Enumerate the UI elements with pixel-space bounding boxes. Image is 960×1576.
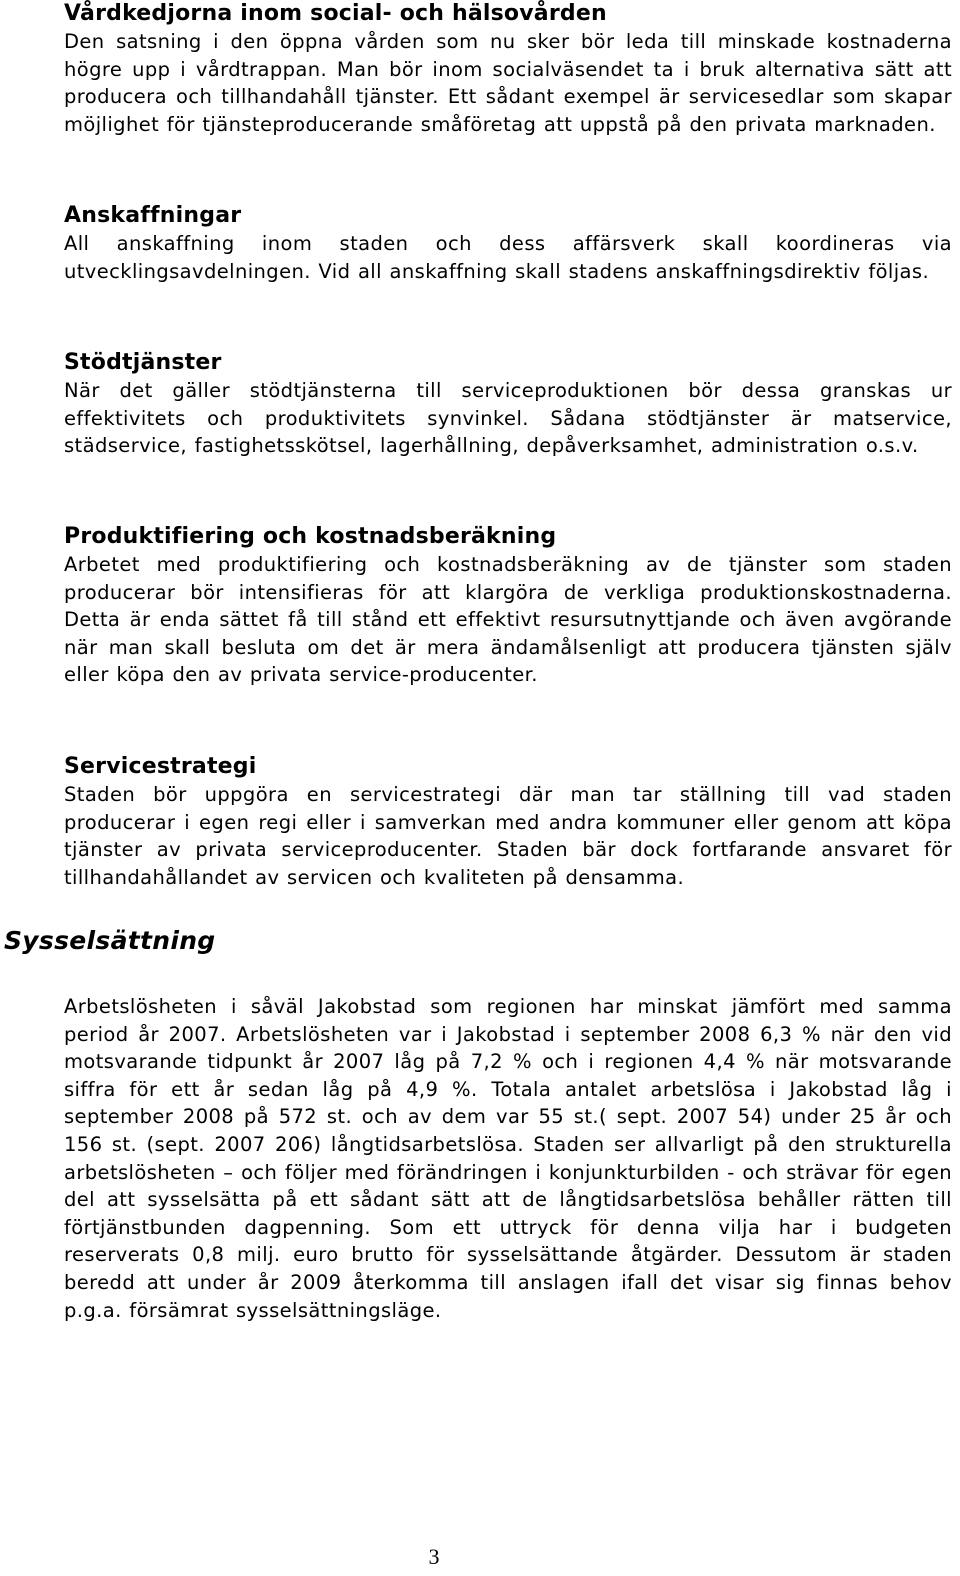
section-body: Staden bör uppgöra en servicestrategi där man tar ställning till vad staden producerar i egen regi eller i samverkan med andra kommuner eller genom att köpa tjänster av privata serviceproducenter. Staden bär dock fortfarande ansvaret för tillhandahållandet av servicen och kvaliteten på densamma. — [64, 783, 952, 889]
section-heading: Stödtjänster — [64, 350, 222, 375]
section-stodtjanster — [64, 349, 952, 460]
section-produktifiering — [64, 523, 952, 689]
section-heading: Vårdkedjorna inom social- och hälsovården — [64, 1, 607, 26]
chapter-body: Arbetslösheten i såväl Jakobstad som regionen har minskat jämfört med samma period år 2007. Arbetslösheten var i Jakobstad i september 2008 6,3 % när den vid motsvarande tidpunkt år 2007 låg på 7,2 % och i regionen 4,4 % när motsvarande siffra för ett år sedan låg på 4,9 %. Totala antalet arbetslösa i Jakobstad låg i september 2008 på 572 st. och av dem var 55 st.( sept. 2007 54) under 25 år och 156 st. (sept. 2007 206) långtidsarbetslösa. Staden ser allvarligt på den strukturella arbetslösheten – och följer med förändringen i konjunkturbilden - och strävar för egen del att sysselsätta på ett sådant sätt att de långtidsarbetslösa behåller rätten till förtjänstbunden dagpenning. Som ett uttryck för denna vilja har i budgeten reserverats 0,8 milj. euro brutto för sysselsättande åtgärder. Dessutom är staden beredd att under år 2009 återkomma till anslagen ifall det visar sig finnas behov p.g.a. försämrat sysselsättningsläge. — [64, 995, 952, 1322]
section-heading: Servicestrategi — [64, 754, 257, 779]
section-body: Arbetet med produktifiering och kostnadsberäkning av de tjänster som staden producerar bör intensifieras för att klargöra de verkliga produktionskostnaderna. Detta är enda sättet få till stånd ett effektivt resursutnyttjande och även avgörande när man skall besluta om det är mera ändamålsenligt att producera tjänsten själv eller köpa den av privata service-producenter. — [64, 553, 952, 687]
chapter-title: Sysselsättning — [4, 926, 216, 955]
section-body: När det gäller stödtjänsterna till serviceproduktionen bör dessa granskas ur effektivitets och produktivitets synvinkel. Sådana stödtjänster är matservice, städservice, fastighetsskötsel, lagerhållning, depåverksamhet, administration o.s.v. — [64, 379, 952, 458]
page-number: 3 — [428, 1544, 440, 1569]
section-body: Den satsning i den öppna vården som nu sker bör leda till minskade kostnaderna högre upp i vårdtrappan. Man bör inom socialväsendet ta i bruk alternativa sätt att producera och tillhandahåll tjänster. Ett sådant exempel är servicesedlar som skapar möjlighet för tjänsteproducerande småföretag att uppstå på den privata marknaden. — [64, 30, 952, 136]
section-heading: Anskaffningar — [64, 203, 242, 228]
section-servicestrategi — [64, 753, 952, 891]
section-body: All anskaffning inom staden och dess affärsverk skall koordineras via utvecklingsavdelningen. Vid all anskaffning skall stadens anskaffningsdirektiv följas. — [64, 232, 952, 283]
section-heading: Produktifiering och kostnadsberäkning — [64, 524, 557, 549]
section-vardkedjorna — [64, 0, 952, 138]
section-sysselsattning — [64, 993, 952, 1324]
section-anskaffningar — [64, 202, 952, 285]
